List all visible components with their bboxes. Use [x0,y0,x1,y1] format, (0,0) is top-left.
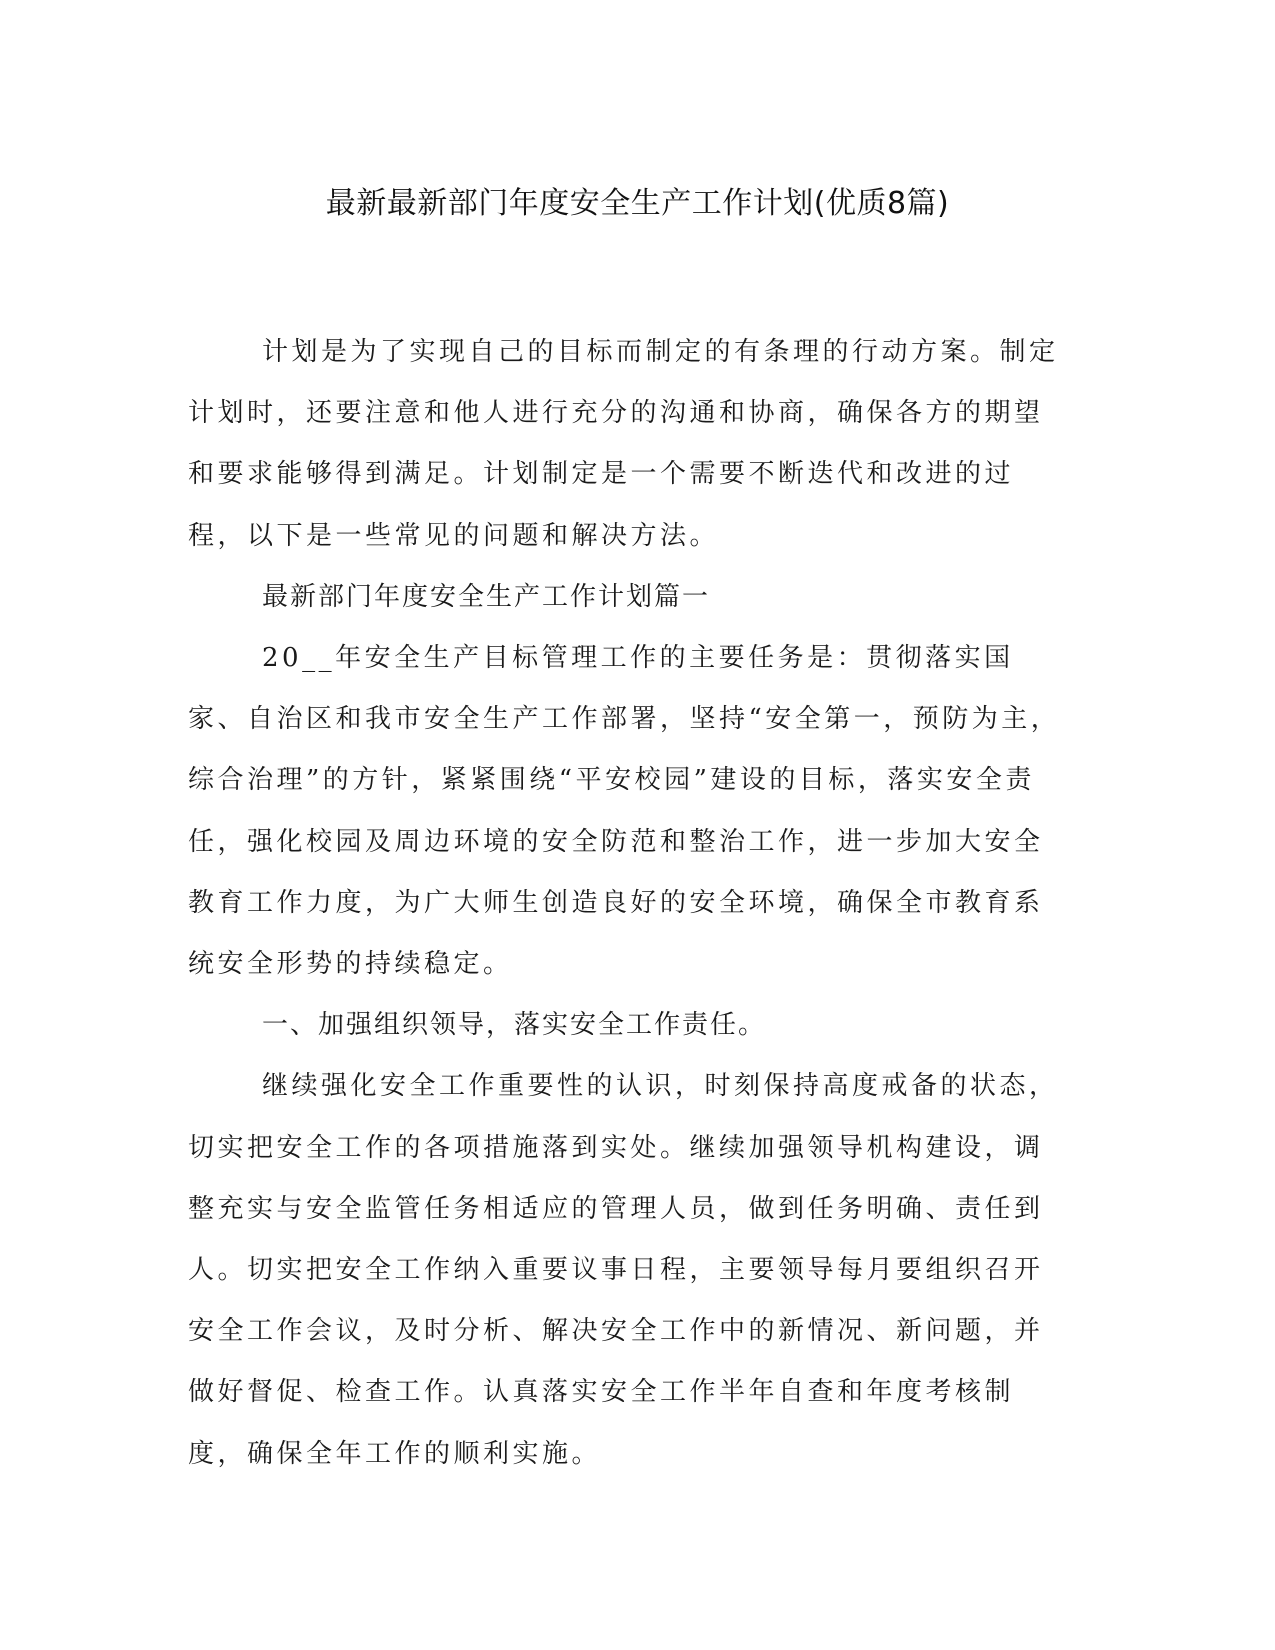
document-title: 最新最新部门年度安全生产工作计划(优质8篇) [325,186,950,221]
section-heading: 最新部门年度安全生产工作计划篇一 [262,581,711,612]
subsection-heading: 一、加强组织领导，落实安全工作责任。 [262,1010,767,1041]
body-paragraph: 继续强化安全工作重要性的认识，时刻保持高度戒备的状态，切实把安全工作的各项措施落到实处。继续加强领导机构建设，调整充实与安全监管任务相适应的管理人员，做到任务明确、责任到人。切实把安全工作纳入重要议事日程，主要领导每月要组织召开安全工作会议，及时分析、解决安全工作中的新情况、新问题，并做好督促、检查工作。认真落实安全工作半年自查和年度考核制度，确保全年工作的顺利实施。 [188,1071,1059,1469]
document-body [188,322,1068,1485]
intro-paragraph: 计划是为了实现自己的目标而制定的有条理的行动方案。制定计划时，还要注意和他人进行充分的沟通和协商，确保各方的期望和要求能够得到满足。计划制定是一个需要不断迭代和改进的过程，以下是一些常见的问题和解决方法。 [188,337,1059,551]
body-paragraph: 20__年安全生产目标管理工作的主要任务是：贯彻落实国家、自治区和我市安全生产工作部署，坚持“安全第一，预防为主，综合治理”的方针，紧紧围绕“平安校园”建设的目标，落实安全责任，强化校园及周边环境的安全防范和整治工作，进一步加大安全教育工作力度，为广大师生创造良好的安全环境，确保全市教育系统安全形势的持续稳定。 [188,643,1061,980]
